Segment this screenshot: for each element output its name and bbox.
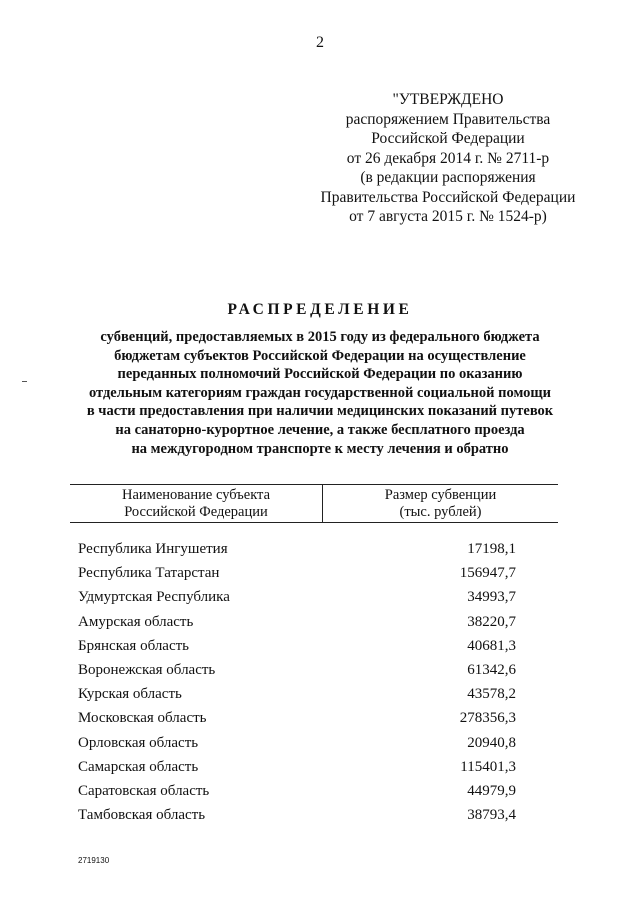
subsidy-value: 40681,3: [467, 637, 516, 654]
approval-line: (в редакции распоряжения: [360, 169, 536, 186]
page-number: 2: [316, 34, 324, 51]
table-row: [78, 610, 558, 634]
region-name: Удмуртская Республика: [78, 589, 230, 606]
subtitle-line: на санаторно-курортное лечение, а также бесплатного проезда: [115, 421, 525, 438]
subsidy-value: 20940,8: [467, 734, 516, 751]
subsidy-value: 17198,1: [467, 541, 516, 557]
table-body: [78, 537, 558, 827]
table-row: [78, 537, 558, 561]
header-amount-line: Размер субвенции: [384, 487, 497, 503]
subsidy-value: 278356,3: [459, 710, 516, 727]
region-name: Орловская область: [78, 734, 199, 751]
region-name: Курская область: [78, 686, 182, 703]
subsidy-value: 156947,7: [459, 565, 516, 582]
subtitle-line: на междугородном транспорте к месту лечения и обратно: [131, 440, 509, 457]
subtitle-line: в части предоставления при наличии медицинских показаний путевок: [86, 403, 554, 420]
region-name: Самарская область: [78, 758, 199, 775]
subsidy-value: 34993,7: [467, 589, 516, 606]
approval-line: Правительства Российской Федерации: [320, 188, 576, 206]
subsidy-value: 43578,2: [467, 686, 516, 703]
region-name: Амурская область: [78, 613, 194, 630]
header-subject-line: Наименование субъекта: [121, 487, 271, 503]
region-name: Тамбовская область: [78, 807, 206, 824]
subtitle-line: субвенций, предоставляемых в 2015 году из федерального бюджета: [100, 329, 540, 345]
approval-block: [300, 90, 596, 227]
table-row: [78, 682, 558, 706]
approval-line: от 26 декабря 2014 г. № 2711-р: [346, 149, 550, 167]
subsidy-value: 61342,6: [467, 661, 516, 678]
table-row: [78, 561, 558, 585]
subsidy-value: 38793,4: [467, 807, 516, 824]
subsidy-value: 44979,9: [467, 782, 516, 799]
region-name: Саратовская область: [78, 782, 210, 799]
table-row: [78, 755, 558, 779]
approval-line: "УТВЕРЖДЕНО: [392, 91, 504, 108]
table-row: [78, 731, 558, 755]
table-row: [78, 779, 558, 803]
region-name: Республика Татарстан: [78, 565, 220, 582]
footer-document-code: 2719130: [78, 856, 110, 865]
region-name: Республика Ингушетия: [78, 541, 228, 557]
header-subsidy-amount: [323, 487, 558, 521]
document-title: РАСПРЕДЕЛЕНИЕ: [227, 301, 413, 318]
subtitle-line: переданных полномочий Российской Федерации по оказанию: [117, 366, 523, 383]
subtitle-line: бюджетам субъектов Российской Федерации на осуществление: [114, 347, 526, 364]
region-name: Брянская область: [78, 637, 190, 654]
approval-line: от 7 августа 2015 г. № 1524-р): [349, 208, 547, 225]
approval-line: распоряжением Правительства: [345, 110, 551, 128]
header-subject-line: Российской Федерации: [124, 504, 268, 520]
header-amount-line: (тыс. рублей): [399, 504, 482, 520]
table-row: [78, 658, 558, 682]
region-name: Московская область: [78, 710, 207, 727]
table-header: [70, 484, 558, 523]
table-row: [78, 803, 558, 827]
subtitle-line: отдельным категориям граждан государственной социальной помощи: [88, 384, 551, 401]
stray-mark: [22, 381, 27, 382]
approval-line: Российской Федерации: [371, 130, 525, 147]
table-row: [78, 634, 558, 658]
table-row: [78, 585, 558, 609]
region-name: Воронежская область: [78, 661, 216, 678]
document-subtitle: [40, 328, 600, 458]
subsidy-value: 115401,3: [460, 758, 516, 775]
table-row: [78, 706, 558, 730]
header-subject-name: [70, 487, 322, 521]
subsidy-value: 38220,7: [467, 613, 516, 630]
